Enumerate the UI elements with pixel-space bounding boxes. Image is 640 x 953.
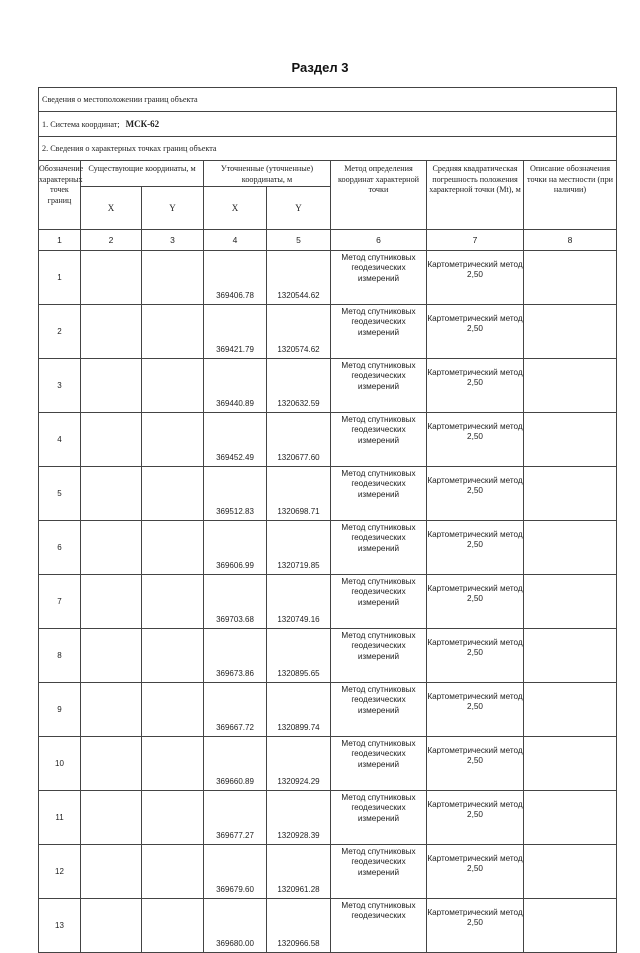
- accuracy-cell: Картометрический метод 2,50: [427, 575, 524, 629]
- existing-y-cell: [142, 845, 204, 899]
- refined-y-cell: 1320749.16: [267, 575, 331, 629]
- method-cell: Метод спутниковых геодезических измерений: [331, 791, 427, 845]
- point-cell: 6: [39, 521, 81, 575]
- header-existing-x: X: [81, 187, 142, 230]
- column-number: 8: [524, 230, 617, 251]
- table-row: [39, 791, 617, 845]
- point-cell: 12: [39, 845, 81, 899]
- existing-y-cell: [142, 521, 204, 575]
- header-point-designation: Обозначение характерных точек границ: [39, 161, 81, 230]
- points-heading: 2. Сведения о характерных точках границ объекта: [39, 137, 617, 161]
- description-cell: [524, 791, 617, 845]
- header-method: Метод определения координат характерной точки: [331, 161, 427, 230]
- description-cell: [524, 305, 617, 359]
- table-row: [39, 899, 617, 953]
- refined-x-cell: 369452.49: [204, 413, 267, 467]
- refined-y-cell: 1320961.28: [267, 845, 331, 899]
- accuracy-cell: Картометрический метод 2,50: [427, 845, 524, 899]
- description-cell: [524, 413, 617, 467]
- refined-y-cell: 1320924.29: [267, 737, 331, 791]
- refined-x-cell: 369660.89: [204, 737, 267, 791]
- method-cell: Метод спутниковых геодезических измерений: [331, 683, 427, 737]
- description-cell: [524, 251, 617, 305]
- refined-x-cell: 369677.27: [204, 791, 267, 845]
- point-cell: 3: [39, 359, 81, 413]
- accuracy-cell: Картометрический метод 2,50: [427, 791, 524, 845]
- refined-y-cell: 1320928.39: [267, 791, 331, 845]
- existing-y-cell: [142, 575, 204, 629]
- accuracy-cell: Картометрический метод 2,50: [427, 629, 524, 683]
- existing-y-cell: [142, 899, 204, 953]
- page-title: Раздел 3: [291, 60, 349, 75]
- header-refined-y: Y: [267, 187, 331, 230]
- point-cell: 8: [39, 629, 81, 683]
- description-cell: [524, 683, 617, 737]
- method-cell: Метод спутниковых геодезических измерений: [331, 845, 427, 899]
- point-cell: 5: [39, 467, 81, 521]
- description-cell: [524, 575, 617, 629]
- refined-x-cell: 369703.68: [204, 575, 267, 629]
- existing-x-cell: [81, 305, 142, 359]
- point-cell: 2: [39, 305, 81, 359]
- description-cell: [524, 467, 617, 521]
- column-number: 6: [331, 230, 427, 251]
- method-cell: Метод спутниковых геодезических измерений: [331, 629, 427, 683]
- refined-x-cell: 369680.00: [204, 899, 267, 953]
- description-cell: [524, 899, 617, 953]
- existing-y-cell: [142, 683, 204, 737]
- existing-x-cell: [81, 899, 142, 953]
- coord-system-row: [39, 112, 617, 137]
- description-cell: [524, 629, 617, 683]
- method-cell: Метод спутниковых геодезических измерений: [331, 737, 427, 791]
- table-row: [39, 737, 617, 791]
- point-cell: 7: [39, 575, 81, 629]
- header-existing-coords: Существующие координаты, м: [81, 161, 204, 187]
- refined-y-cell: 1320544.62: [267, 251, 331, 305]
- refined-y-cell: 1320719.85: [267, 521, 331, 575]
- refined-y-cell: 1320895.65: [267, 629, 331, 683]
- refined-x-cell: 369667.72: [204, 683, 267, 737]
- refined-x-cell: 369421.79: [204, 305, 267, 359]
- description-cell: [524, 737, 617, 791]
- method-cell: Метод спутниковых геодезических измерений: [331, 413, 427, 467]
- method-cell: Метод спутниковых геодезических: [331, 899, 427, 953]
- accuracy-cell: Картометрический метод 2,50: [427, 305, 524, 359]
- existing-y-cell: [142, 737, 204, 791]
- method-cell: Метод спутниковых геодезических измерений: [331, 305, 427, 359]
- boundary-points-table: [38, 87, 617, 953]
- existing-x-cell: [81, 359, 142, 413]
- table-row: [39, 629, 617, 683]
- section-heading: Сведения о местоположении границ объекта: [39, 88, 617, 112]
- accuracy-cell: Картометрический метод 2,50: [427, 413, 524, 467]
- column-number: 7: [427, 230, 524, 251]
- existing-y-cell: [142, 305, 204, 359]
- accuracy-cell: Картометрический метод 2,50: [427, 467, 524, 521]
- point-cell: 10: [39, 737, 81, 791]
- existing-y-cell: [142, 413, 204, 467]
- refined-y-cell: 1320899.74: [267, 683, 331, 737]
- method-cell: Метод спутниковых геодезических измерений: [331, 251, 427, 305]
- refined-x-cell: 369606.99: [204, 521, 267, 575]
- method-cell: Метод спутниковых геодезических измерений: [331, 467, 427, 521]
- method-cell: Метод спутниковых геодезических измерений: [331, 359, 427, 413]
- description-cell: [524, 359, 617, 413]
- refined-y-cell: 1320574.62: [267, 305, 331, 359]
- refined-x-cell: 369673.86: [204, 629, 267, 683]
- accuracy-cell: Картометрический метод 2,50: [427, 899, 524, 953]
- column-number: 5: [267, 230, 331, 251]
- accuracy-cell: Картометрический метод 2,50: [427, 251, 524, 305]
- method-cell: Метод спутниковых геодезических измерений: [331, 521, 427, 575]
- existing-x-cell: [81, 467, 142, 521]
- column-number: 4: [204, 230, 267, 251]
- existing-x-cell: [81, 251, 142, 305]
- refined-y-cell: 1320698.71: [267, 467, 331, 521]
- header-refined-coords: Уточненные (уточненные) координаты, м: [204, 161, 331, 187]
- existing-y-cell: [142, 629, 204, 683]
- accuracy-cell: Картометрический метод 2,50: [427, 359, 524, 413]
- existing-x-cell: [81, 791, 142, 845]
- existing-y-cell: [142, 791, 204, 845]
- point-cell: 13: [39, 899, 81, 953]
- column-number: 1: [39, 230, 81, 251]
- existing-x-cell: [81, 683, 142, 737]
- refined-x-cell: 369679.60: [204, 845, 267, 899]
- existing-x-cell: [81, 845, 142, 899]
- existing-x-cell: [81, 575, 142, 629]
- refined-y-cell: 1320632.59: [267, 359, 331, 413]
- table-row: [39, 845, 617, 899]
- point-cell: 11: [39, 791, 81, 845]
- header-refined-x: X: [204, 187, 267, 230]
- existing-x-cell: [81, 521, 142, 575]
- table-row: [39, 251, 617, 305]
- column-number: 3: [142, 230, 204, 251]
- table-row: [39, 521, 617, 575]
- table-row: [39, 413, 617, 467]
- refined-y-cell: 1320677.60: [267, 413, 331, 467]
- coord-system-value: МСК-62: [125, 119, 160, 129]
- description-cell: [524, 845, 617, 899]
- header-accuracy: Средняя квадратическая погрешность положения характерной точки (Mt), м: [427, 161, 524, 230]
- refined-x-cell: 369512.83: [204, 467, 267, 521]
- column-numbers-row: [39, 230, 617, 251]
- refined-x-cell: 369440.89: [204, 359, 267, 413]
- table-row: [39, 575, 617, 629]
- table-row: [39, 683, 617, 737]
- accuracy-cell: Картометрический метод 2,50: [427, 683, 524, 737]
- coord-system-label: 1. Система координат;: [42, 120, 120, 129]
- existing-x-cell: [81, 413, 142, 467]
- refined-y-cell: 1320966.58: [267, 899, 331, 953]
- table-row: [39, 467, 617, 521]
- table-row: [39, 359, 617, 413]
- existing-y-cell: [142, 359, 204, 413]
- point-cell: 9: [39, 683, 81, 737]
- header-description: Описание обозначения точки на местности (при наличии): [524, 161, 617, 230]
- table-row: [39, 305, 617, 359]
- column-number: 2: [81, 230, 142, 251]
- description-cell: [524, 521, 617, 575]
- accuracy-cell: Картометрический метод 2,50: [427, 521, 524, 575]
- existing-x-cell: [81, 629, 142, 683]
- point-cell: 1: [39, 251, 81, 305]
- existing-y-cell: [142, 251, 204, 305]
- header-existing-y: Y: [142, 187, 204, 230]
- accuracy-cell: Картометрический метод 2,50: [427, 737, 524, 791]
- refined-x-cell: 369406.78: [204, 251, 267, 305]
- existing-y-cell: [142, 467, 204, 521]
- existing-x-cell: [81, 737, 142, 791]
- point-cell: 4: [39, 413, 81, 467]
- method-cell: Метод спутниковых геодезических измерений: [331, 575, 427, 629]
